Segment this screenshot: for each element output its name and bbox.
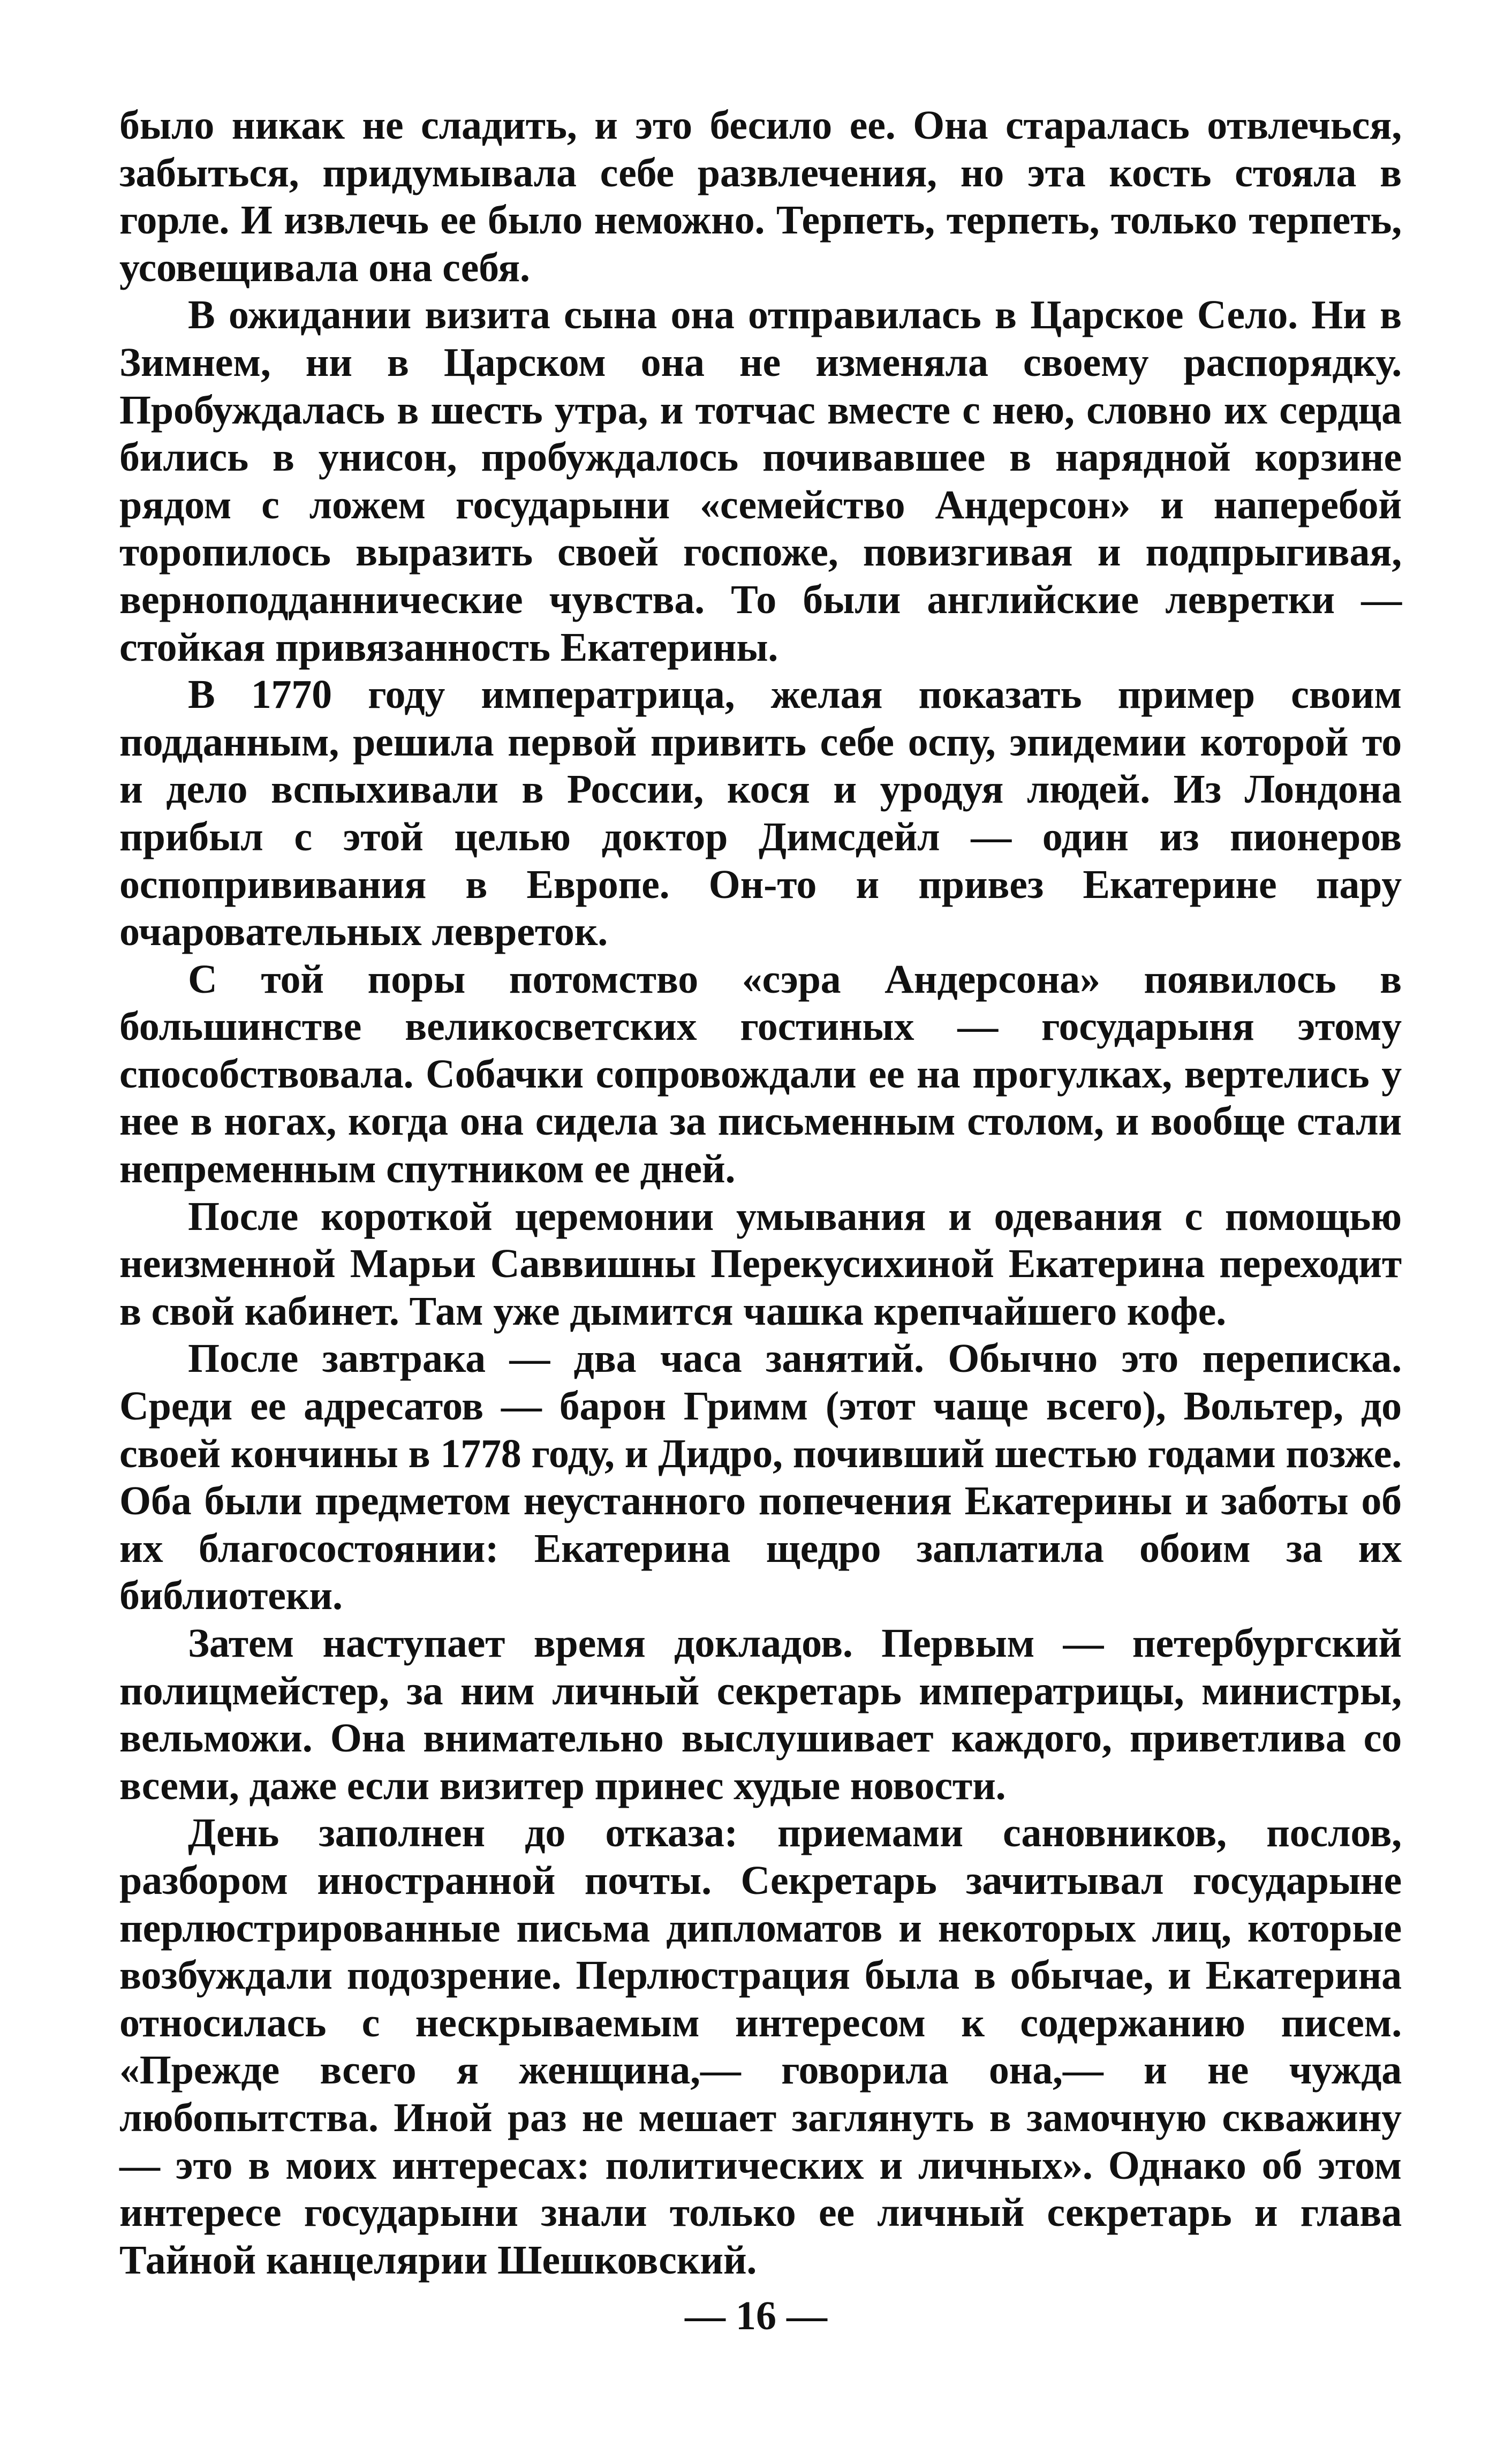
paragraph-3: В 1770 году императрица, желая показать пример своим подданным, решила первой привить себе оспу, эпидемии которой то и дело вспыхивали в России, кося и уродуя людей. Из Лондона прибыл с этой целью доктор Димсдейл — один из пионеров оспопрививания в Европе. Он-то и привез Екатерине пару очаровательных левреток.	[119, 672, 1402, 955]
paragraph-2: В ожидании визита сына она отправилась в Царское Село. Ни в Зимнем, ни в Царском она не изменяла своему распорядку. Пробуждалась в шесть утра, и тотчас вместе с нею, словно их сердца бились в унисон, пробуждалось почивавшее в нарядной корзине рядом с ложем государыни «семейство Андерсон» и наперебой торопилось выразить своей госпоже, повизгивая и подпрыгивая, верноподданнические чувства. То были английские левретки — стойкая привязанность Екатерины.	[119, 292, 1402, 670]
paragraph-1: было никак не сладить, и это бесило ее. Она старалась отвлечься, забыться, придумывала себе развлечения, но эта кость стояла в горле. И извлечь ее было неможно. Терпеть, терпеть, только терпеть, усовещивала она себя.	[119, 103, 1402, 290]
paragraph-4: С той поры потомство «сэра Андерсона» появилось в большинстве великосветских гостиных — государыня этому способствовала. Собачки сопровождали ее на прогулках, вертелись у нее в ногах, когда она сидела за письменным столом, и вообще стали непременным спутником ее дней.	[119, 956, 1402, 1192]
paragraph-7: Затем наступает время докладов. Первым — петербургский полицмейстер, за ним личный секретарь императрицы, министры, вельможи. Она внимательно выслушивает каждого, приветлива со всеми, даже если визитер принес худые новости.	[119, 1621, 1402, 1808]
page-body	[119, 102, 1402, 2284]
paragraph-8: День заполнен до отказа: приемами сановников, послов, разбором иностранной почты. Секретарь зачитывал государыне перлюстрированные письма дипломатов и некоторых лиц, которые возбуждали подозрение. Перлюстрация была в обычае, и Екатерина относилась с нескрываемым интересом к содержанию писем. «Прежде всего я женщина,— говорила она,— и не чужда любопытства. Иной раз не мешает заглянуть в замочную скважину — это в моих интересах: политических и личных». Однако об этом интересе государыни знали только ее личный секретарь и глава Тайной канцелярии Шешковский.	[119, 1810, 1402, 2283]
paragraph-5: После короткой церемонии умывания и одевания с помощью неизменной Марьи Саввишны Перекусихиной Екатерина переходит в свой кабинет. Там уже дымится чашка крепчайшего кофе.	[119, 1194, 1402, 1334]
paragraph-6: После завтрака — два часа занятий. Обычно это переписка. Среди ее адресатов — барон Гримм (этот чаще всего), Вольтер, до своей кончины в 1778 году, и Дидро, почивший шестью годами позже. Оба были предметом неустанного попечения Екатерины и заботы об их благосостоянии: Екатерина щедро заплатила обоим за их библиотеки.	[119, 1336, 1402, 1619]
page-number: — 16 —	[685, 2293, 827, 2338]
